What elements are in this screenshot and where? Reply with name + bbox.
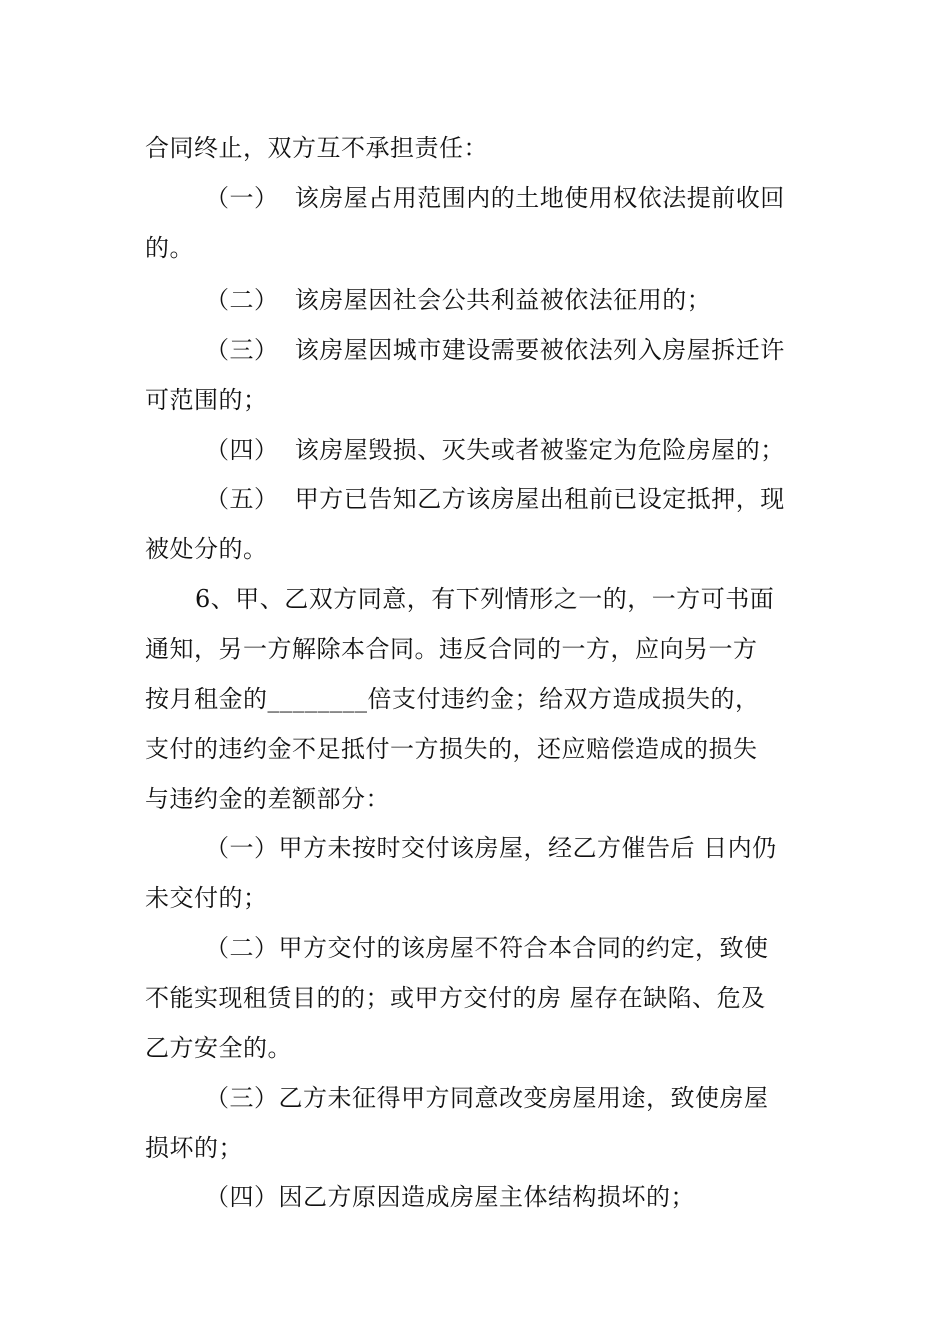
text-line: 6、甲、乙双方同意，有下列情形之一的，一方可书面 — [195, 585, 775, 613]
text-line: 通知，另一方解除本合同。违反合同的一方，应向另一方 — [145, 635, 758, 663]
text-line: （三） 该房屋因城市建设需要被依法列入房屋拆迁许 — [205, 336, 785, 364]
text-line: 的。 — [145, 234, 194, 262]
text-line: 不能实现租赁目的的；或甲方交付的房 屋存在缺陷、危及 — [145, 984, 766, 1012]
text-line: 支付的违约金不足抵付一方损失的，还应赔偿造成的损失 — [145, 735, 758, 763]
text-line: 按月租金的________倍支付违约金；给双方造成损失的， — [145, 685, 760, 713]
text-line: （一）甲方未按时交付该房屋，经乙方催告后 日内仍 — [205, 834, 777, 862]
text-line: 合同终止，双方互不承担责任： — [145, 134, 488, 162]
text-line: （四） 该房屋毁损、灭失或者被鉴定为危险房屋的； — [205, 436, 785, 464]
text-line: （四）因乙方原因造成房屋主体结构损坏的； — [205, 1183, 695, 1211]
text-line: 被处分的。 — [145, 535, 268, 563]
text-line: （五） 甲方已告知乙方该房屋出租前已设定抵押，现 — [205, 485, 785, 513]
text-line: 损坏的； — [145, 1134, 243, 1162]
text-line: （二） 该房屋因社会公共利益被依法征用的； — [205, 286, 712, 314]
text-line: （二）甲方交付的该房屋不符合本合同的约定，致使 — [205, 934, 769, 962]
text-line: （三）乙方未征得甲方同意改变房屋用途，致使房屋 — [205, 1084, 769, 1112]
text-line: 未交付的； — [145, 884, 268, 912]
text-line: 与违约金的差额部分： — [145, 785, 390, 813]
text-line: （一） 该房屋占用范围内的土地使用权依法提前收回 — [205, 184, 785, 212]
text-line: 可范围的； — [145, 386, 268, 414]
text-line: 乙方安全的。 — [145, 1034, 292, 1062]
